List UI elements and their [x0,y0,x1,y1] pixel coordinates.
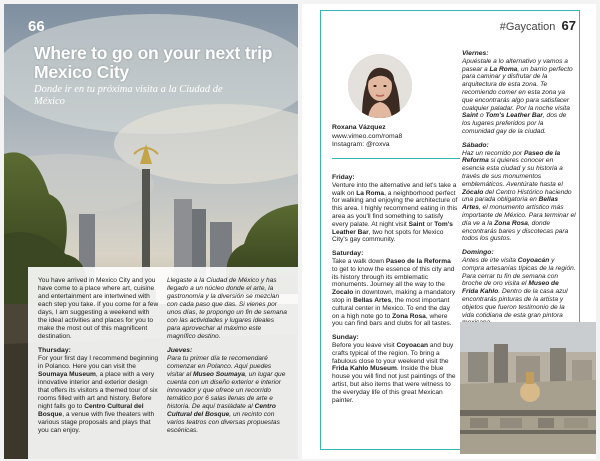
viernes-paragraph: Apuéstale a lo alternativo y vamos a pasear a La Roma, un barrio perfecto para caminar y disfrutar de la arquitectura de esta zona. Te recomiendo comer en esta zona ya que encontrarás algo para satisfacer cualquier paladar. Por la noche visita Saint o Tom's Leather Bar, dos de los lugares preferidos por la comunidad gay de la ciudad. [462,57,573,135]
article-title: Where to go on your next trip Mexico City [34,43,273,82]
page-number: 67 [561,18,576,33]
right-page [302,4,596,459]
friday-paragraph: Venture into the alternative and let's take a walk on La Roma, a neighborhood perfect for walking and enjoying the architecture of this area. I highly recommend eating in this area as you'll find something to satisfy every palate. At night visit Saint or Tom's Leather Bar, two hot spots for Mexico City's gay community. [332,181,458,244]
thursday-heading: Thursday: [38,347,71,354]
domingo-heading: Domingo: [462,249,494,257]
sunday-heading: Sunday: [332,334,359,342]
author-name: Roxana Vázquez [332,124,386,131]
intro-paragraph: You have arrived in Mexico City and you have come to a place where art, cuisine and entertainment are intertwined with each step you take. If you come for a few days, I am suggesting a weekend with the ideal activities and places for you to make the most out of this magnificent destination. [38,277,159,340]
english-column [34,277,163,453]
city-aerial-photo [460,322,596,454]
intro-paragraph-es: Llegaste a la Ciudad de México y has llegado a un núcleo donde el arte, la gastronomía y la diversión se mezclan con cada paso que das. Si vienes por unos días, te propongo un fin de semana con las actividades y lugares ideales para aprovechar al máximo este magnífico destino. [167,277,287,340]
page-number: 66 [28,18,45,35]
divider [332,158,460,159]
sabado-heading: Sábado: [462,141,489,149]
author-instagram: Instagram: @roxva [332,141,390,148]
article-subtitle: Donde ir en tu próxima visita a la Ciudad de México [34,84,223,107]
sunday-paragraph: Before you leave visit Coyoacan and buy crafts typical of the region. To bring a fabulous close to your weekend visit the Frida Kahlo Museum. Inside the blue house you will find not just paintings of the artist, but also items that were witness to the everyday life of this great Mexican painter. [332,341,456,404]
saturday-heading: Saturday: [332,250,364,258]
left-page [4,4,298,459]
thursday-paragraph: For your first day I recommend beginning in Polanco. Here you can visit the Soumaya Museum, a place with a very innovative interior and exterior design that offers its visitors a themed tour of six rooms filled with art and history. Before night falls go to Centro Cultural del Bosque, a venue with five theaters with various stage proposals and plays that you can enjoy. [38,355,159,434]
domingo-paragraph: Antes de irte visita Coyoacán y compra artesanías típicas de la región. Para cerrar tu fin de semana con broche de oro visita el Museo de Frida Kahlo. Dentro de la casa azul encontrarás pinturas de la artista y objetos que fueron testimonio de la vida cotidiana de esta gran pintora [462,256,576,319]
spanish-column [462,50,576,333]
hashtag: #Gaycation [499,21,556,33]
author-portrait [348,54,412,118]
text-panel [28,267,298,459]
jueves-heading: Jueves: [167,347,193,354]
spanish-column [163,277,292,453]
author-website: www.vimeo.com/roma8 [332,132,403,140]
jueves-paragraph: Para tu primer día te recomendaré comenzar en Polanco. Aquí puedes visitar al Museo Soumaya, un lugar que cuenta con un diseño exterior e interior innovador y que ofrece un recorrido temático por 6 salas llenas de arte e historia. De aquí trasládate al Centro Cultural del Bosque, un recinto con varios teatros con diversas propuestas escénicas. [167,355,286,434]
saturday-paragraph: Take a walk down Paseo de la Reforma to get to know the essence of this city and its history through its emblematic monuments. Journey all the way to the Zocalo in downtown, making a mandatory stop in Bellas Artes, the most important cultural center in Mexico. To end the day on a high note go to Zona Rosa, where you can find bars and clubs for all tastes. [332,257,456,328]
sabado-paragraph: Haz un recorrido por Paseo de la Reforma si quieres conocer en esencia esta ciudad y su historia a través de sus monumentos emblemáticos. Aventúrate hasta el Zócalo del Centro Histórico haciendo una parada obligatoria en Bellas Artes, el monumento artístico más importante de México. Para terminar el día ve a la Zona Rosa, donde encontrarás bares y discotecas para todos los gustos. [462,149,576,243]
english-column [332,174,458,410]
friday-heading: Friday: [332,174,355,181]
viernes-heading: Viernes: [462,50,489,57]
author-info [332,124,402,150]
page-header [500,18,576,33]
